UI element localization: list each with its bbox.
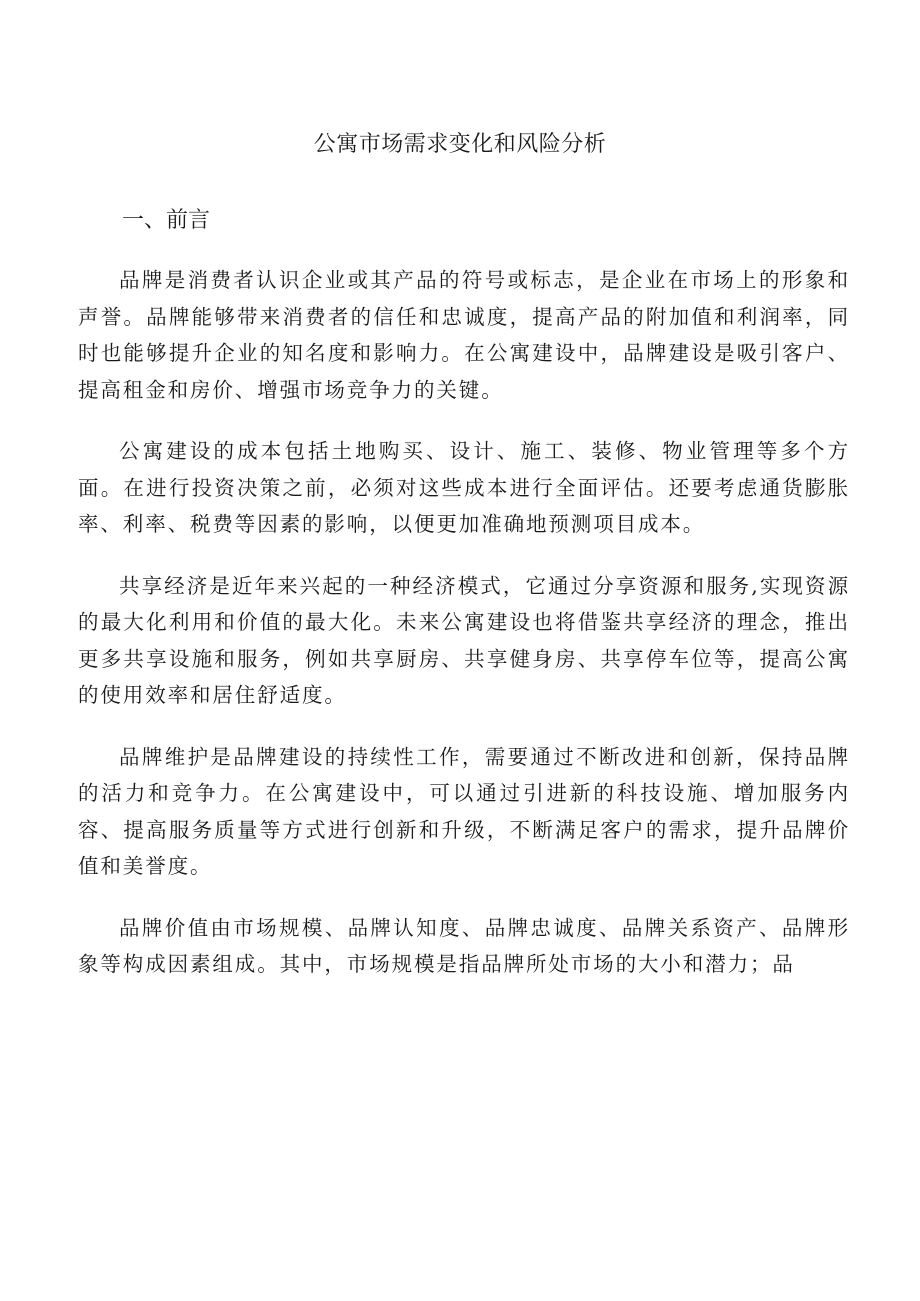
paragraph: 品牌维护是品牌建设的持续性工作，需要通过不断改进和创新，保持品牌的活力和竞争力。在公寓建设中，可以通过引进新的科技设施、增加服务内容、提高服务质量等方式进行创新和升级，不断满足客户的需求，提升品牌价值和美誉度。 — [78, 744, 850, 878]
paragraph: 公寓建设的成本包括土地购买、设计、施工、装修、物业管理等多个方面。在进行投资决策之前，必须对这些成本进行全面评估。还要考虑通货膨胀率、利率、税费等因素的影响，以便更加准确地预测项目成本。 — [78, 439, 850, 536]
paragraph: 品牌价值由市场规模、品牌认知度、品牌忠诚度、品牌关系资产、品牌形象等构成因素组成。其中，市场规模是指品牌所处市场的大小和潜力；品 — [78, 915, 850, 976]
paragraph: 品牌是消费者认识企业或其产品的符号或标志，是企业在市场上的形象和声誉。品牌能够带来消费者的信任和忠诚度，提高产品的附加值和利润率，同时也能够提升企业的知名度和影响力。在公寓建设中，品牌建设是吸引客户、提高租金和房价、增强市场竞争力的关键。 — [78, 268, 850, 402]
paragraph: 共享经济是近年来兴起的一种经济模式，它通过分享资源和服务,实现资源的最大化利用和价值的最大化。未来公寓建设也将借鉴共享经济的理念，推出更多共享设施和服务，例如共享厨房、共享健身房、共享停车位等，提高公寓的使用效率和居住舒适度。 — [78, 573, 850, 707]
document-title: 公寓市场需求变化和风险分析 — [313, 132, 607, 157]
document-body — [78, 262, 850, 1008]
section-heading: 一、前言 — [122, 208, 211, 233]
